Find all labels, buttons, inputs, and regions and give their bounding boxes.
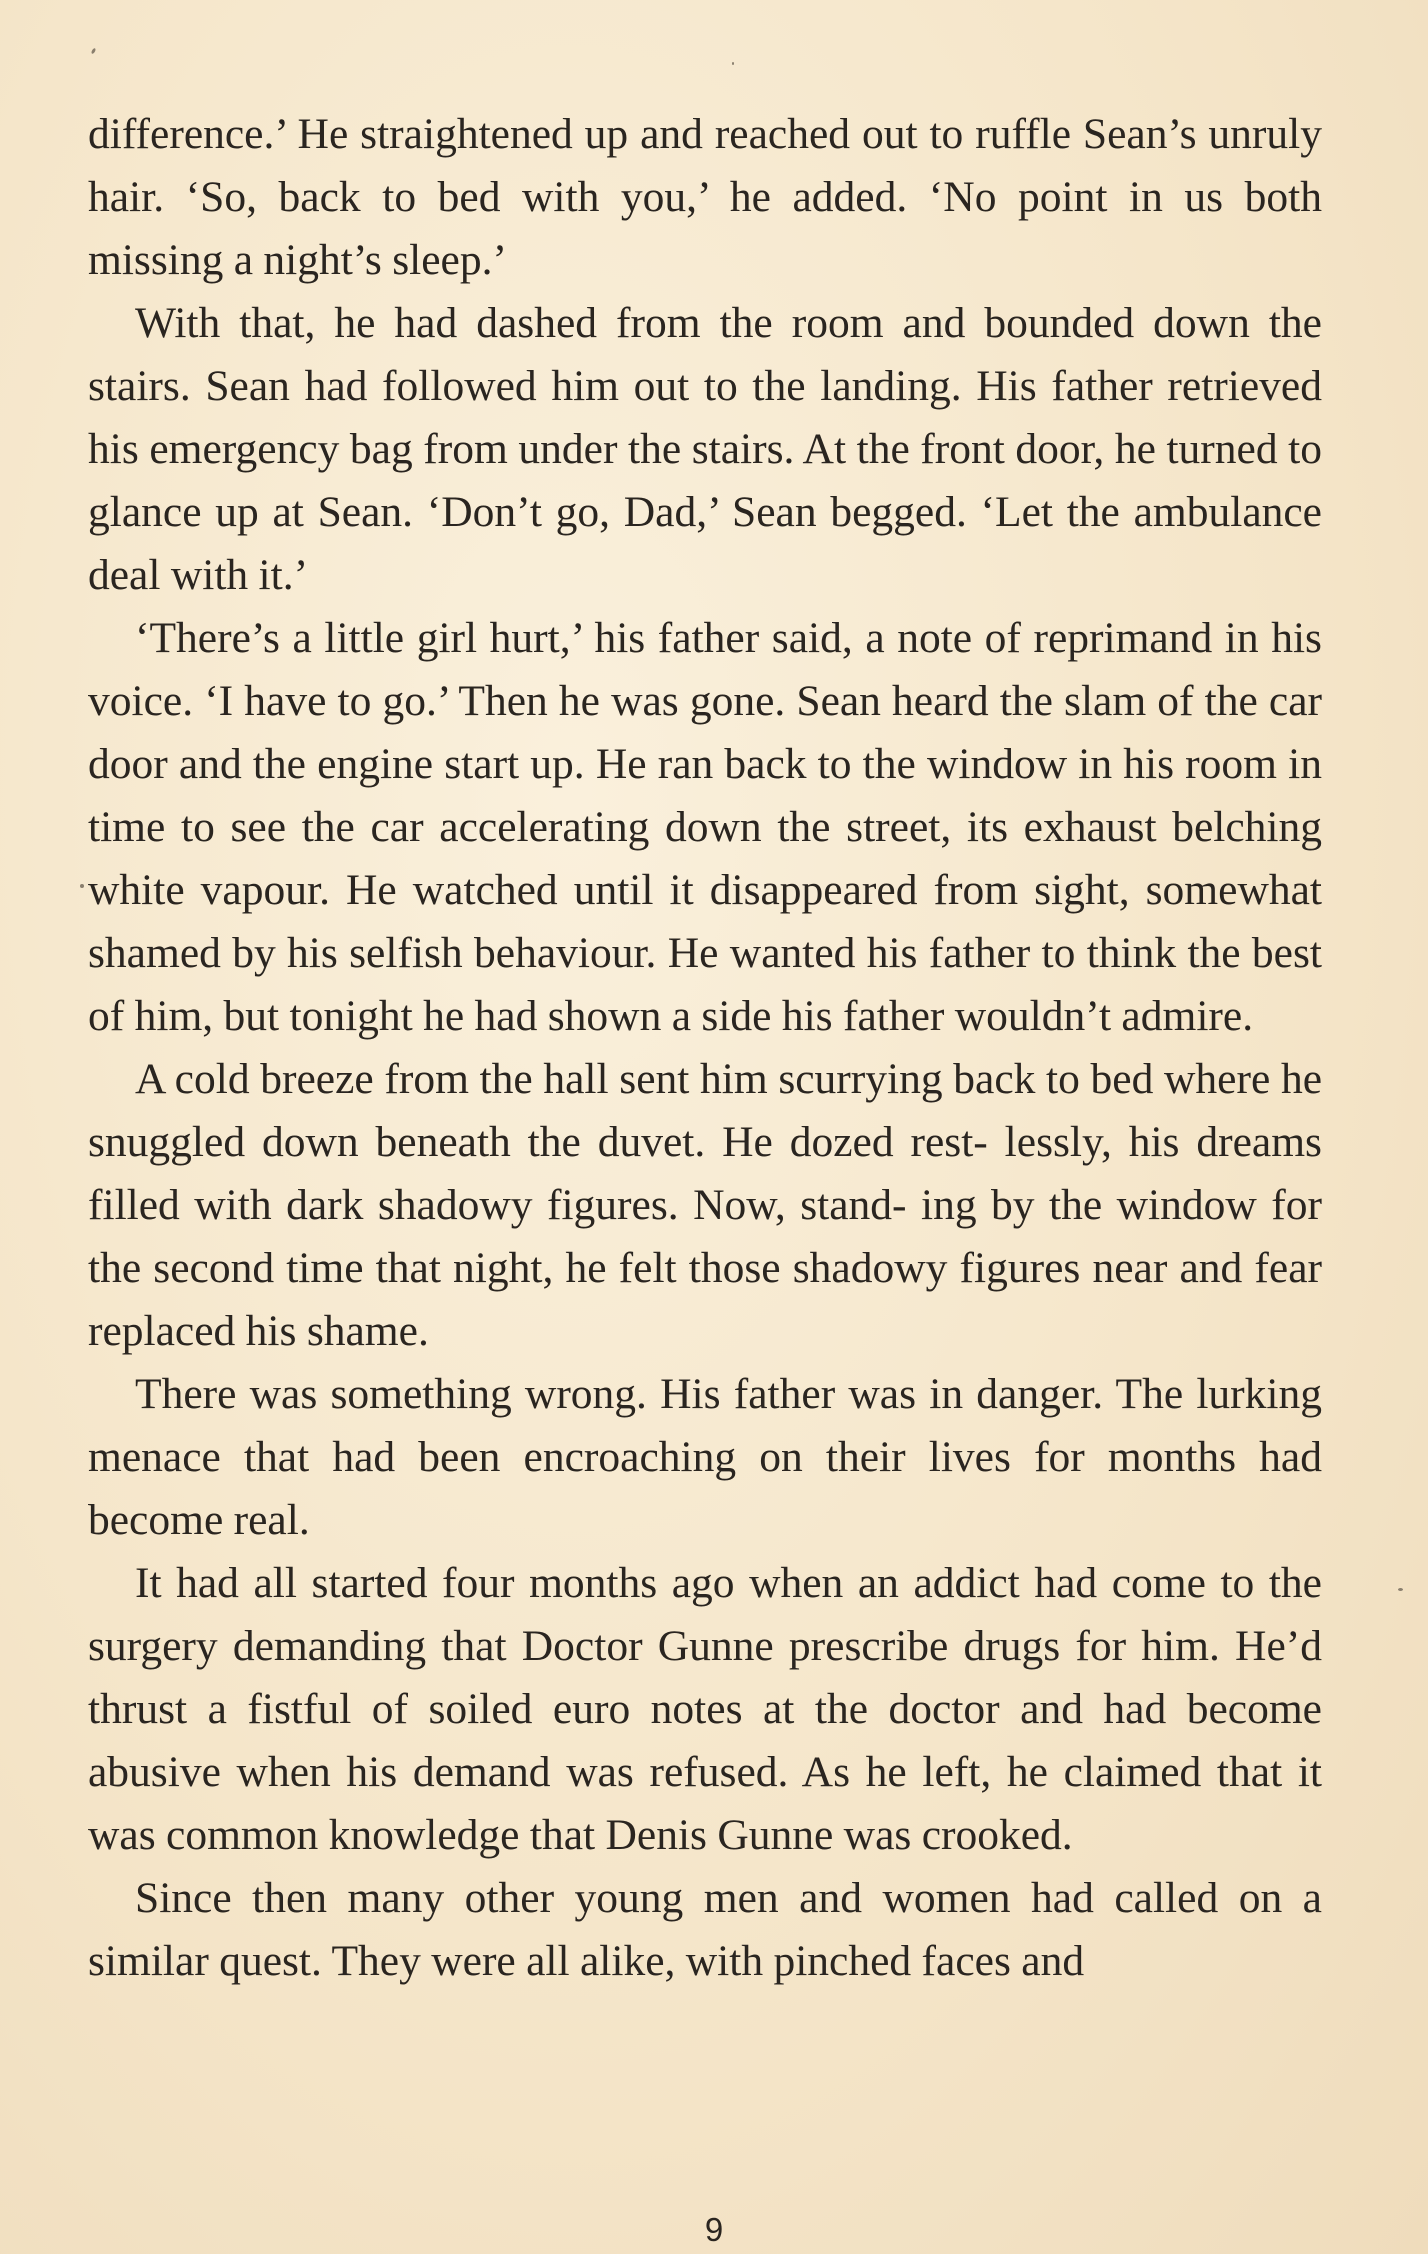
paragraph: difference.’ He straightened up and reached out to ruffle Sean’s unruly hair. ‘So, back to bed with you,’ he added. ‘No point in us both missing a night’s sleep.’ xyxy=(88,110,1322,284)
paragraph: There was something wrong. His father was in danger. The lurking menace that had been encroaching on their lives for months had become real. xyxy=(88,1370,1322,1544)
paragraph: A cold breeze from the hall sent him scurrying back to bed where he snuggled down beneath the duvet. He dozed rest- lessly, his dreams filled with dark shadowy figures. Now, stand- ing by the window for the second time that night, he felt those shadowy figures near and fear replaced his shame. xyxy=(88,1055,1322,1355)
body-text xyxy=(88,103,1322,1993)
paragraph: It had all started four months ago when an addict had come to the surgery demanding that Doctor Gunne prescribe drugs for him. He’d thrust a fistful of soiled euro notes at the doctor and had become abusive when his demand was refused. As he left, he claimed that it was common knowledge that Denis Gunne was crooked. xyxy=(88,1559,1322,1859)
paper-speck xyxy=(732,62,734,65)
paper-speck xyxy=(1398,1588,1403,1591)
paragraph: Since then many other young men and women had called on a similar quest. They were all alike, with pinched faces and xyxy=(88,1874,1322,1985)
page-number: 9 xyxy=(704,2211,724,2248)
paragraph: ‘There’s a little girl hurt,’ his father said, a note of reprimand in his voice. ‘I have to go.’ Then he was gone. Sean heard the slam of the car door and the engine start up. He ran back to the window in his room in time to see the car accelerating down the street, its exhaust belching white vapour. He watched until it disappeared from sight, somewhat shamed by his selfish behaviour. He wanted his father to think the best of him, but tonight he had shown a side his father wouldn’t admire. xyxy=(88,614,1322,1040)
paper-speck xyxy=(80,884,84,888)
paragraph: With that, he had dashed from the room and bounded down the stairs. Sean had followed him out to the landing. His father retrieved his emergency bag from under the stairs. At the front door, he turned to glance up at Sean. ‘Don’t go, Dad,’ Sean begged. ‘Let the ambulance deal with it.’ xyxy=(88,299,1322,599)
paper-speck xyxy=(91,48,97,55)
